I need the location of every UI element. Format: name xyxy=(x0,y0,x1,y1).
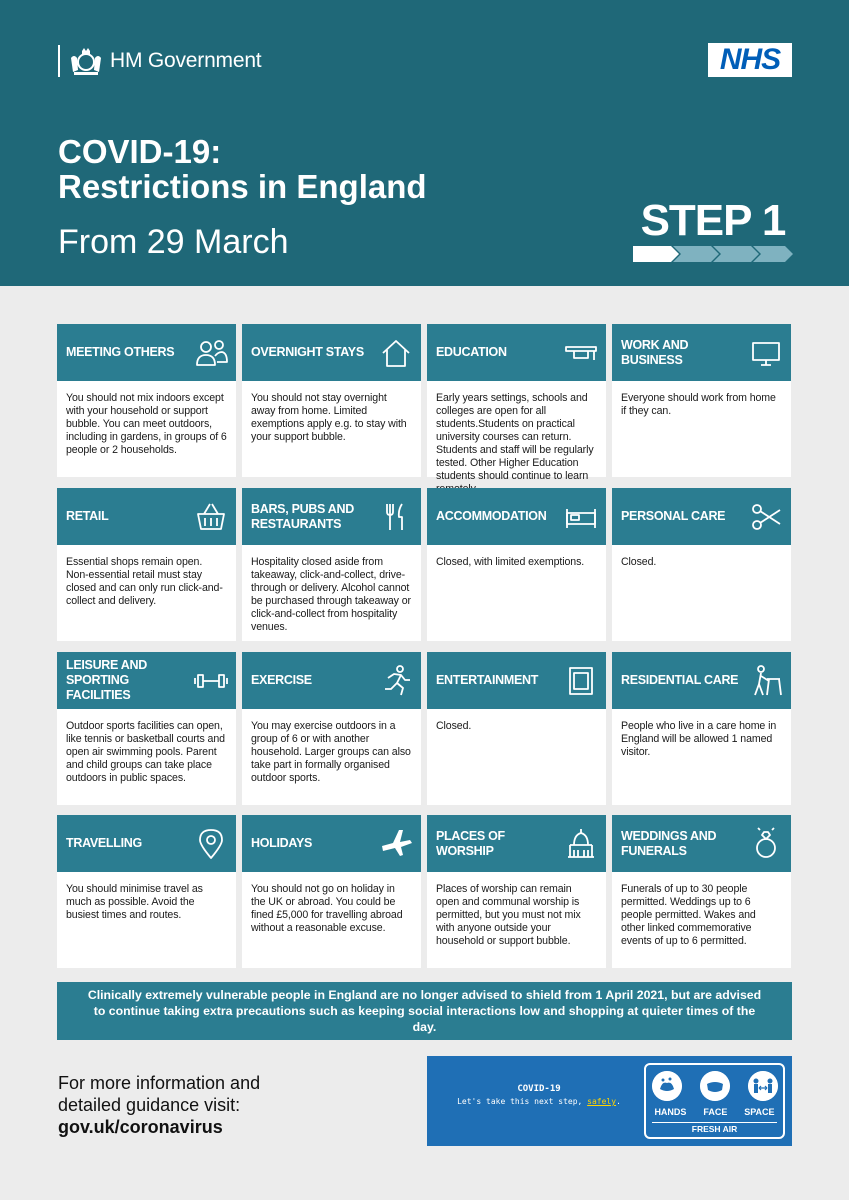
page-subtitle: From 29 March xyxy=(58,223,289,261)
card-header xyxy=(57,324,236,381)
card-meeting-others xyxy=(57,324,236,477)
card-body: Outdoor sports facilities can open, like tennis or basketball courts and open air swimming pools. Parent and child groups can take place outdoors in public spaces. xyxy=(66,720,225,784)
page-title-line1: COVID-19: xyxy=(58,133,222,170)
card-title: EXERCISE xyxy=(251,673,312,687)
card-header xyxy=(57,652,236,709)
monitor-icon xyxy=(749,336,783,370)
card-header xyxy=(427,815,606,872)
step-label: STEP 1 xyxy=(640,196,786,245)
card-body: You should minimise travel as much as possible. Avoid the busiest times and routes. xyxy=(66,883,203,921)
hands-label: HANDS xyxy=(654,1107,687,1117)
card-bars-pubs-and-restaurants xyxy=(242,488,421,641)
card-travelling xyxy=(57,815,236,968)
fresh-air-label: FRESH AIR xyxy=(652,1122,777,1135)
card-title: WORK AND BUSINESS xyxy=(621,337,689,367)
dumbbell-icon xyxy=(194,664,228,698)
card-body: You may exercise outdoors in a group of 6 or with another household. Larger groups can also take part in formally organised outdoor sports. xyxy=(251,720,411,784)
campaign-text xyxy=(439,1084,639,1106)
more-info xyxy=(58,1072,260,1138)
card-title: ENTERTAINMENT xyxy=(436,673,539,687)
card-title: LEISURE AND SPORTING FACILITIES xyxy=(66,658,147,702)
gov-name: HM Government xyxy=(110,49,262,72)
face-mask-icon xyxy=(700,1071,730,1101)
card-header xyxy=(242,815,421,872)
face-label: FACE xyxy=(703,1107,728,1117)
card-leisure-and-sporting-facilities xyxy=(57,652,236,805)
card-body: You should not go on holiday in the UK or abroad. You could be fined £5,000 for travelling abroad without a reasonable excuse. xyxy=(251,883,403,934)
shopping-basket-icon xyxy=(194,500,228,534)
hfs-icons xyxy=(652,1071,778,1103)
card-title: TRAVELLING xyxy=(66,836,142,850)
care-walker-icon xyxy=(749,664,783,698)
card-overnight-stays xyxy=(242,324,421,477)
card-header xyxy=(427,652,606,709)
graduation-cap-icon xyxy=(564,336,598,370)
running-person-icon xyxy=(379,664,413,698)
card-title: BARS, PUBS AND RESTAURANTS xyxy=(251,501,354,531)
tagline-pre: Let's take this next step, xyxy=(457,1097,588,1106)
progress-arrows-icon xyxy=(633,244,793,264)
card-body: Places of worship can remain open and communal worship is permitted, but you must not mix with anyone outside your household or support bubble. xyxy=(436,883,581,947)
ring-icon xyxy=(749,827,783,861)
card-body: You should not stay overnight away from home. Limited exemptions apply e.g. to stay with your support bubble. xyxy=(251,392,407,443)
card-title: MEETING OTHERS xyxy=(66,345,175,359)
card-holidays xyxy=(242,815,421,968)
card-places-of-worship xyxy=(427,815,606,968)
card-residential-care xyxy=(612,652,791,805)
hands-icon xyxy=(652,1071,682,1101)
card-title: ACCOMMODATION xyxy=(436,509,547,523)
card-header xyxy=(427,488,606,545)
card-title: WEDDINGS AND FUNERALS xyxy=(621,828,717,858)
more-info-line1: For more information and xyxy=(58,1073,261,1093)
campaign-title: COVID-19 xyxy=(517,1084,561,1094)
tagline-em: safely xyxy=(587,1097,617,1106)
space-icon xyxy=(748,1071,778,1101)
people-icon xyxy=(194,336,228,370)
card-personal-care xyxy=(612,488,791,641)
page-title-line2: Restrictions in England xyxy=(58,168,427,205)
step-badge xyxy=(633,198,793,269)
ticket-icon xyxy=(564,664,598,698)
card-body: Funerals of up to 30 people permitted. Weddings up to 6 people permitted. Wakes and other linked commemorative events of up to 6 permitted. xyxy=(621,883,756,947)
royal-crest-icon xyxy=(68,46,104,76)
tagline-post: . xyxy=(616,1097,621,1106)
card-header xyxy=(612,815,791,872)
card-header xyxy=(57,815,236,872)
card-work-and-business xyxy=(612,324,791,477)
hands-face-space-logo xyxy=(644,1063,785,1139)
card-title: PERSONAL CARE xyxy=(621,509,726,523)
guidance-link[interactable]: gov.uk/coronavirus xyxy=(58,1117,223,1137)
campaign-panel xyxy=(427,1056,792,1146)
card-education xyxy=(427,324,606,482)
card-body: Closed, with limited exemptions. xyxy=(436,556,585,568)
airplane-icon xyxy=(379,827,413,861)
card-exercise xyxy=(242,652,421,805)
card-accommodation xyxy=(427,488,606,641)
card-body: Everyone should work from home if they can. xyxy=(621,392,776,417)
card-header xyxy=(612,652,791,709)
card-title: RESIDENTIAL CARE xyxy=(621,673,739,687)
card-entertainment xyxy=(427,652,606,805)
scissors-icon xyxy=(749,500,783,534)
card-title: OVERNIGHT STAYS xyxy=(251,345,364,359)
card-header xyxy=(612,324,791,381)
card-weddings-and-funerals xyxy=(612,815,791,968)
shielding-banner: Clinically extremely vulnerable people in England are no longer advised to shield from 1 April 2021, but are advised to continue taking extra precautions such as keeping social interactions low and shopping at quieter times of the day. xyxy=(57,982,792,1040)
house-icon xyxy=(379,336,413,370)
nhs-logo-text: NHS xyxy=(719,43,781,76)
header xyxy=(0,0,849,286)
card-header xyxy=(242,488,421,545)
more-info-line2: detailed guidance visit: xyxy=(58,1095,241,1115)
cutlery-icon xyxy=(379,500,413,534)
hfs-labels xyxy=(646,1107,783,1117)
card-body: Early years settings, schools and colleges are open for all students.Students on practical university courses can return. Students and staff will be regularly tested. Other Higher Education students should continue to learn xyxy=(436,392,594,482)
card-title: EDUCATION xyxy=(436,345,507,359)
card-body: People who live in a care home in England will be allowed 1 named visitor. xyxy=(621,720,777,758)
card-retail xyxy=(57,488,236,641)
campaign-tagline xyxy=(439,1097,639,1106)
card-title: RETAIL xyxy=(66,509,109,523)
card-body: Closed. xyxy=(436,720,472,732)
card-body: Closed. xyxy=(621,556,657,568)
place-of-worship-icon xyxy=(564,827,598,861)
hm-government-logo xyxy=(58,45,261,77)
card-title: PLACES OF WORSHIP xyxy=(436,828,505,858)
card-body: Essential shops remain open. Non-essential retail must stay closed and can only run click-and-collect and delivery. xyxy=(66,556,223,607)
card-header xyxy=(57,488,236,545)
card-header xyxy=(612,488,791,545)
bed-icon xyxy=(564,500,598,534)
card-header xyxy=(242,652,421,709)
card-header xyxy=(242,324,421,381)
card-body: Hospitality closed aside from takeaway, click-and-collect, drive-through or delivery. Alcohol cannot be purchased through takeaway or click-and-collect from hospitality venues. xyxy=(251,556,411,633)
card-body: You should not mix indoors except with your household or support bubble. You can meet outdoors, including in gardens, in groups of 6 people or 2 households. xyxy=(66,392,227,456)
nhs-logo xyxy=(708,43,792,77)
location-pin-icon xyxy=(194,827,228,861)
card-header xyxy=(427,324,606,381)
card-title: HOLIDAYS xyxy=(251,836,313,850)
space-label: SPACE xyxy=(744,1107,775,1117)
